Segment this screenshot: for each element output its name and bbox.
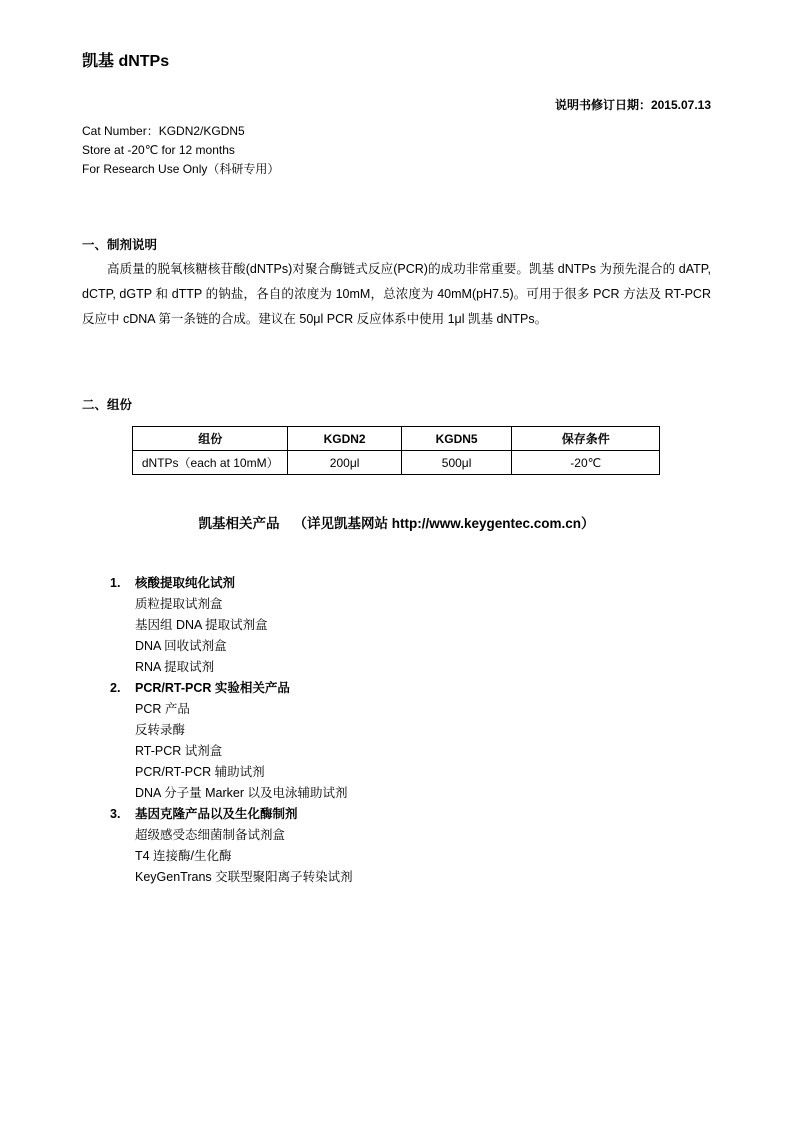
cell-storage-temp: -20℃ bbox=[512, 451, 660, 475]
section1-heading: 一、制剂说明 bbox=[82, 238, 158, 252]
document-title: 凯基 dNTPs bbox=[82, 53, 170, 70]
product-group-3 bbox=[82, 804, 711, 888]
section1-body: 高质量的脱氧核糖核苷酸(dNTPs)对聚合酶链式反应(PCR)的成功非常重要。凯基 dNTPs 为预先混合的 dATP, dCTP, dGTP 和 dTTP 的钠盐，各自的浓度为 10mM，总浓度为 40mM(pH7.5)。可用于很多 PCR 方法及 RT-PCR 反应中 cDNA 第一条链的合成。建议在 50μl PCR 反应体系中使用 1μl 凯基 dNTPs。 bbox=[82, 262, 711, 326]
research-use-note: For Research Use Only（科研专用） bbox=[82, 162, 280, 176]
table-header-row bbox=[133, 427, 660, 451]
group-number: 3. bbox=[110, 807, 121, 821]
product-item: PCR 产品 bbox=[135, 702, 190, 716]
cell-component: dNTPs（each at 10mM） bbox=[133, 451, 288, 475]
components-table bbox=[132, 426, 660, 475]
product-group-title bbox=[82, 804, 711, 825]
product-item: RT-PCR 试剂盒 bbox=[135, 744, 223, 758]
table-row bbox=[133, 451, 660, 475]
storage-condition: Store at -20℃ for 12 months bbox=[82, 143, 235, 157]
group-name: PCR/RT-PCR 实验相关产品 bbox=[135, 681, 290, 695]
table-header-kgdn2: KGDN2 bbox=[288, 427, 401, 451]
section2-heading: 二、组份 bbox=[82, 398, 133, 412]
product-group-2 bbox=[82, 678, 711, 804]
product-info-block bbox=[82, 122, 711, 179]
product-item: KeyGenTrans 交联型聚阳离子转染试剂 bbox=[135, 870, 353, 884]
product-item: 质粒提取试剂盒 bbox=[135, 597, 223, 611]
product-item: DNA 回收试剂盒 bbox=[135, 639, 227, 653]
related-products-subtitle: （详见凯基网站 http://www.keygentec.com.cn） bbox=[293, 516, 595, 531]
table-header-component: 组份 bbox=[133, 427, 288, 451]
related-products-title: 凯基相关产品 bbox=[198, 516, 280, 531]
product-item: PCR/RT-PCR 辅助试剂 bbox=[135, 765, 265, 779]
product-item: 超级感受态细菌制备试剂盒 bbox=[135, 828, 286, 842]
product-item: T4 连接酶/生化酶 bbox=[135, 849, 232, 863]
product-item: 基因组 DNA 提取试剂盒 bbox=[135, 618, 268, 632]
product-item: DNA 分子量 Marker 以及电泳辅助试剂 bbox=[135, 786, 348, 800]
revision-date: 说明书修订日期：2015.07.13 bbox=[554, 98, 711, 112]
group-number: 1. bbox=[110, 576, 121, 590]
related-products-heading bbox=[82, 515, 711, 532]
product-group-title bbox=[82, 678, 711, 699]
cell-kgdn5-volume: 500μl bbox=[401, 451, 512, 475]
group-name: 核酸提取纯化试剂 bbox=[135, 576, 236, 590]
product-group-1 bbox=[82, 573, 711, 678]
product-item: RNA 提取试剂 bbox=[135, 660, 215, 674]
group-number: 2. bbox=[110, 681, 121, 695]
cat-number: Cat Number：KGDN2/KGDN5 bbox=[82, 124, 245, 138]
product-item: 反转录酶 bbox=[135, 723, 186, 737]
product-list bbox=[82, 573, 711, 888]
table-header-storage: 保存条件 bbox=[512, 427, 660, 451]
product-group-title bbox=[82, 573, 711, 594]
cell-kgdn2-volume: 200μl bbox=[288, 451, 401, 475]
table-header-kgdn5: KGDN5 bbox=[401, 427, 512, 451]
group-name: 基因克隆产品以及生化酶制剂 bbox=[135, 807, 298, 821]
